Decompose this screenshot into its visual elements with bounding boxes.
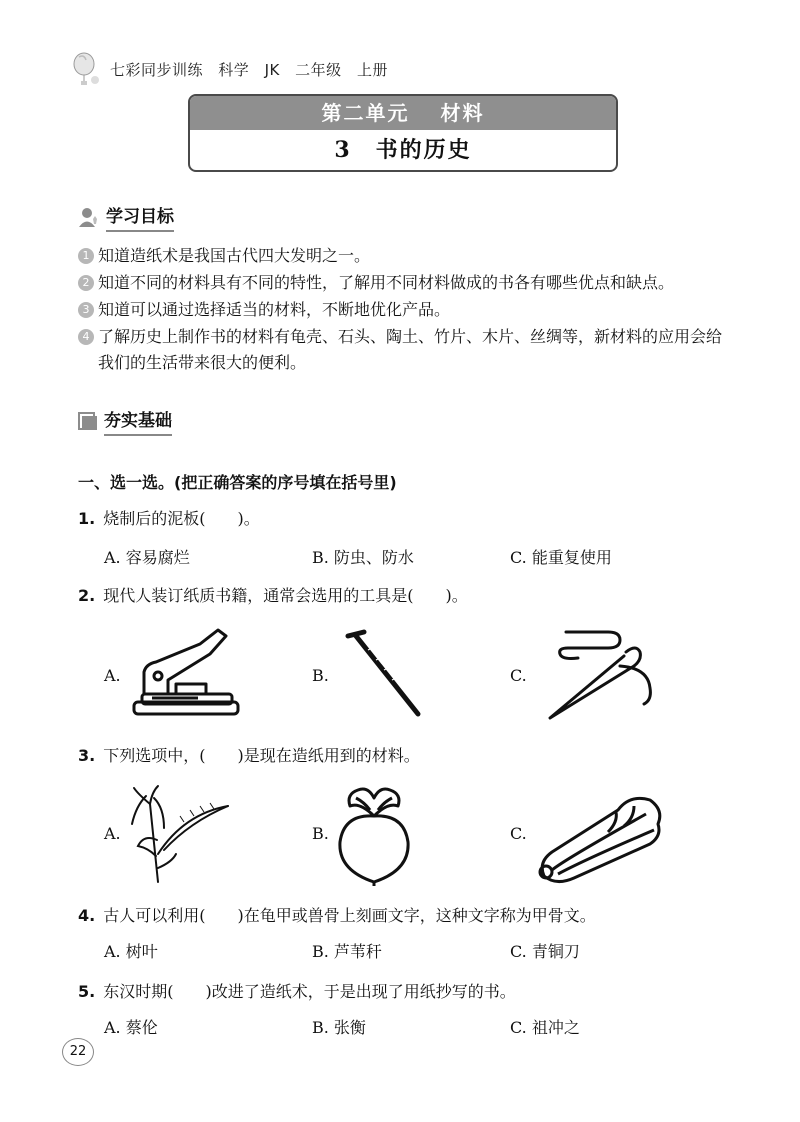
page-header — [72, 52, 398, 86]
question-2 — [78, 584, 468, 608]
option-c[interactable]: C. 青铜刀 — [510, 942, 580, 961]
goal-number: 2 — [78, 275, 94, 291]
question-5 — [78, 980, 516, 1004]
option-a[interactable]: A. — [104, 824, 121, 843]
option-a[interactable]: A. 蔡伦 — [104, 1018, 158, 1037]
option-b[interactable]: B. 芦苇秆 — [312, 942, 382, 961]
volume-name: 上册 — [356, 60, 388, 79]
question-number: 4. — [78, 906, 96, 925]
question-number: 2. — [78, 586, 96, 605]
option-c[interactable]: C. — [510, 666, 527, 685]
option-c[interactable]: C. 能重复使用 — [510, 548, 612, 567]
unit-title: 第二单元 材料 — [190, 96, 616, 130]
option-a[interactable]: A. — [104, 666, 121, 685]
cabbage-icon[interactable] — [534, 790, 666, 886]
radish-icon[interactable] — [330, 784, 418, 886]
balloon-logo-icon — [72, 52, 100, 86]
hole-punch-icon[interactable] — [128, 624, 244, 720]
student-icon — [78, 207, 100, 227]
option-c[interactable]: C. 祖冲之 — [510, 1018, 580, 1037]
book-icon — [78, 411, 98, 431]
question-text: 古人可以利用( )在龟甲或兽骨上刻画文字，这种文字称为甲骨文。 — [103, 906, 596, 925]
series-name: 七彩同步训练 — [110, 60, 204, 79]
page-number: 22 — [62, 1038, 94, 1066]
option-b[interactable]: B. 张衡 — [312, 1018, 366, 1037]
goal-number: 4 — [78, 329, 94, 345]
nail-icon[interactable] — [340, 628, 426, 720]
edition-name: JK — [264, 60, 280, 79]
goals-heading-label: 学习目标 — [106, 202, 174, 232]
question-number: 3. — [78, 746, 96, 765]
question-text: 烧制后的泥板( )。 — [103, 509, 260, 528]
option-b[interactable]: B. — [312, 666, 329, 685]
goal-text: 知道造纸术是我国古代四大发明之一。 — [98, 246, 371, 265]
option-a[interactable]: A. 树叶 — [104, 942, 158, 961]
goal-item — [78, 324, 738, 376]
goals-heading — [78, 202, 174, 232]
header-text — [110, 59, 398, 80]
question-3 — [78, 744, 420, 768]
question-number: 5. — [78, 982, 96, 1001]
option-b[interactable]: B. 防虫、防水 — [312, 548, 414, 567]
goal-number: 3 — [78, 302, 94, 318]
part1-title: 一、选一选。(把正确答案的序号填在括号里) — [78, 473, 397, 492]
goal-number: 1 — [78, 248, 94, 264]
goal-item — [78, 297, 738, 323]
grade-name: 二年级 — [295, 60, 342, 79]
question-text: 现代人装订纸质书籍，通常会选用的工具是( )。 — [103, 586, 468, 605]
option-c[interactable]: C. — [510, 824, 527, 843]
basics-heading-label: 夯实基础 — [104, 406, 172, 436]
goal-item — [78, 243, 738, 269]
goal-text: 知道可以通过选择适当的材料，不断地优化产品。 — [98, 300, 451, 319]
subject-name: 科学 — [218, 60, 250, 79]
lesson-title: 3 书的历史 — [334, 137, 472, 163]
question-4 — [78, 904, 596, 928]
goal-item — [78, 270, 738, 296]
goal-text: 了解历史上制作书的材料有龟壳、石头、陶土、竹片、木片、丝绸等，新材料的应用会给我们的生活带来很大的便利。 — [98, 327, 723, 372]
question-number: 1. — [78, 509, 96, 528]
reed-plant-icon[interactable] — [124, 784, 234, 884]
question-1 — [78, 507, 260, 531]
question-text: 东汉时期( )改进了造纸术，于是出现了用纸抄写的书。 — [103, 982, 516, 1001]
question-text: 下列选项中，( )是现在造纸用到的材料。 — [103, 746, 420, 765]
option-b[interactable]: B. — [312, 824, 329, 843]
goal-text: 知道不同的材料具有不同的特性，了解用不同材料做成的书各有哪些优点和缺点。 — [98, 273, 675, 292]
basics-heading — [78, 406, 172, 436]
option-a[interactable]: A. 容易腐烂 — [104, 548, 190, 567]
needle-thread-icon[interactable] — [538, 626, 658, 724]
title-box — [188, 94, 618, 172]
